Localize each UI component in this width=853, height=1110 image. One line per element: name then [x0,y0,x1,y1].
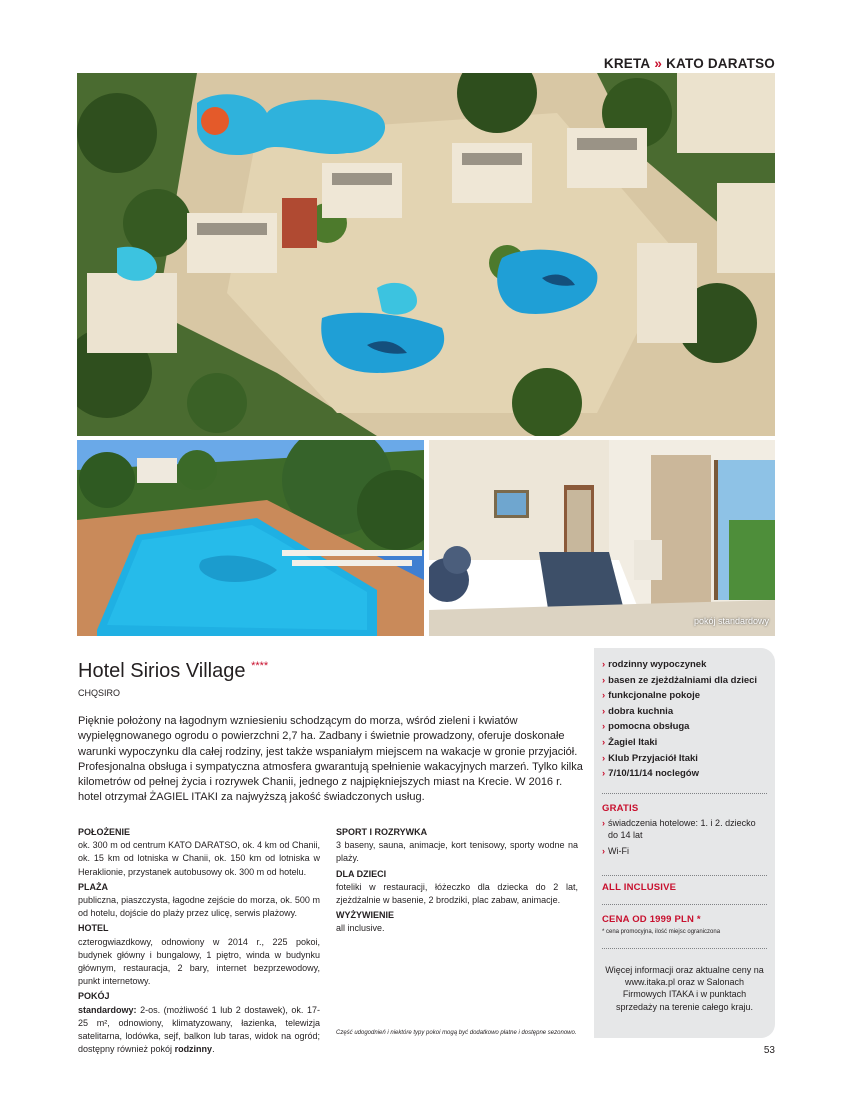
kids-heading: DLA DZIECI [336,868,387,879]
feature-item [602,735,757,751]
chevron-right-icon: › [602,752,606,764]
feature-item [602,673,757,689]
gratis-item [602,846,762,858]
feature-label: dobra kuchnia [608,705,674,717]
feature-label: pomocna obsługa [608,721,690,733]
feature-label: Klub Przyjaciół Itaki [608,752,698,764]
hotel-text: czterogwiazdkowy, odnowiony w 2014 r., 225 pokoi, budynek główny i bungalowy, 1 piętro, winda w budynku głównym, restauracja, 2 bary, internet bezprzewodowy, punkt internetowy. [78,936,320,987]
chevron-right-icon: › [602,659,606,670]
divider [602,875,767,876]
room-family-label: rodzinny [174,1044,213,1055]
divider [602,793,767,794]
room-end: . [212,1044,215,1055]
feature-label: rodzinny wypoczynek [608,659,707,670]
details-left-column [78,824,320,1056]
sport-text: 3 baseny, sauna, animacje, kort tenisowy, sporty wodne na plaży. [336,840,578,864]
hotel-heading: HOTEL [78,923,109,934]
hotel-stars: **** [251,660,269,672]
chevron-right-icon: › [602,736,606,748]
breadcrumb [604,56,775,71]
pool-photo [77,440,424,636]
details-middle-column [336,824,578,936]
feature-item [602,688,757,704]
feature-item [602,657,757,673]
room-description: 2-os. (możliwość 1 lub 2 dostawek), ok. 17-25 m², odnowiony, klimatyzowany, łazienka, telewizja satelitarna, lodówka, sejf, balkon lub taras, widok na ogród; dostępny również pokój [78,1004,320,1055]
gratis-list [602,818,762,863]
divider [602,948,767,949]
breadcrumb-place: KATO DARATSO [666,56,775,71]
chevron-right-icon: › [602,721,606,733]
hotel-description: Pięknie położony na łagodnym wzniesieniu schodzącym do morza, wśród zieleni i kwiatów wypielęgnowanego ogrodu o powierzchni 2,7 ha. Zadbany i świetnie prowadzony, oferuje doskonałe warunki wypoczynku dla całej rodziny, jest także wspaniałym miejscem na wakacje w gronie przyjaciół. Profesjonalna obsługa i sympatyczna atmosfera gwarantują spełnienie wakacyjnych marzeń. Tylko kilka kilometrów od pełnej życia i rozrywek Chanii, jednego z najpiękniejszych miast na Krecie. W 2016 r. hotel otrzymał ŻAGIEL ITAKI za najwyższą jakość świadczonych usług. [78,715,583,804]
location-heading: POŁOŻENIE [78,827,131,837]
hotel-code: CHQSIRO [78,688,121,698]
chevron-right-icon: › [602,818,605,828]
price-heading: CENA OD 1999 PLN * [602,914,701,925]
footnote: Część udogodnień i niektóre typy pokoi mogą być dodatkowo płatne i dostępne sezonowo. [336,1030,577,1036]
kids-text: foteliki w restauracji, łóżeczko dla dziecka do 2 lat, zjeżdżalnie w basenie, 2 brodziki, plac zabaw, animacje. [336,881,578,906]
room-photo-illustration [429,440,775,636]
divider [602,904,767,905]
sport-heading: SPORT I ROZRYWKA [336,827,428,837]
food-text: all inclusive. [336,923,385,934]
breadcrumb-separator: » [654,56,663,71]
aerial-photo [77,73,775,436]
room-heading: POKÓJ [78,991,110,1002]
food-heading: WYŻYWIENIE [336,910,394,921]
room-photo-caption: pokój standardowy [693,616,769,626]
hotel-title [78,660,268,683]
gratis-heading: GRATIS [602,803,639,814]
feature-label: Żagiel Itaki [608,736,658,748]
chevron-right-icon: › [602,705,606,717]
beach-heading: PLAŻA [78,881,108,892]
feature-item [602,704,757,720]
page-number: 53 [763,1045,775,1056]
board-heading: ALL INCLUSIVE [602,882,677,893]
feature-list [602,657,757,782]
gratis-label: Wi-Fi [608,846,629,856]
room-photo [429,440,775,636]
price-note: * cena promocyjna, ilość miejsc ograniczona [602,929,721,935]
location-text: ok. 300 m od centrum KATO DARATSO, ok. 4 km od Chanii, ok. 15 km od lotniska w Chanii, ok. 150 km od lotniska w Heraklionie, przystanek autobusowy ok. 300 m od hotelu. [78,840,320,877]
chevron-right-icon: › [602,768,606,780]
chevron-right-icon: › [602,674,606,686]
gratis-label: świadczenia hotelowe: 1. i 2. dziecko do 14 lat [608,818,756,840]
room-text [78,1004,320,1057]
beach-text: publiczna, piaszczysta, łagodne zejście do morza, ok. 500 m od hotelu, dojście do plaży przez ulicę, serwis plażowy. [78,895,320,919]
feature-item [602,751,757,767]
feature-label: basen ze zjeżdżalniami dla dzieci [608,674,758,686]
pool-photo-illustration [77,440,424,636]
breadcrumb-region: KRETA [603,56,651,71]
more-info-text: Więcej informacji oraz aktualne ceny na www.itaka.pl oraz w Salonach Firmowych ITAKA i w punktach sprzedaży na terenie całego kraju. [605,965,764,1012]
chevron-right-icon: › [602,690,606,702]
info-sidebar [594,648,775,1038]
hotel-name: Hotel Sirios Village [78,660,246,682]
feature-label: funkcjonalne pokoje [608,690,701,702]
gratis-item [602,818,762,841]
chevron-right-icon: › [602,846,605,856]
room-type-label: standardowy: [78,1004,137,1015]
aerial-photo-illustration [77,73,775,436]
feature-label: 7/10/11/14 noclegów [608,768,699,780]
feature-item [602,719,757,735]
feature-item [602,766,757,782]
